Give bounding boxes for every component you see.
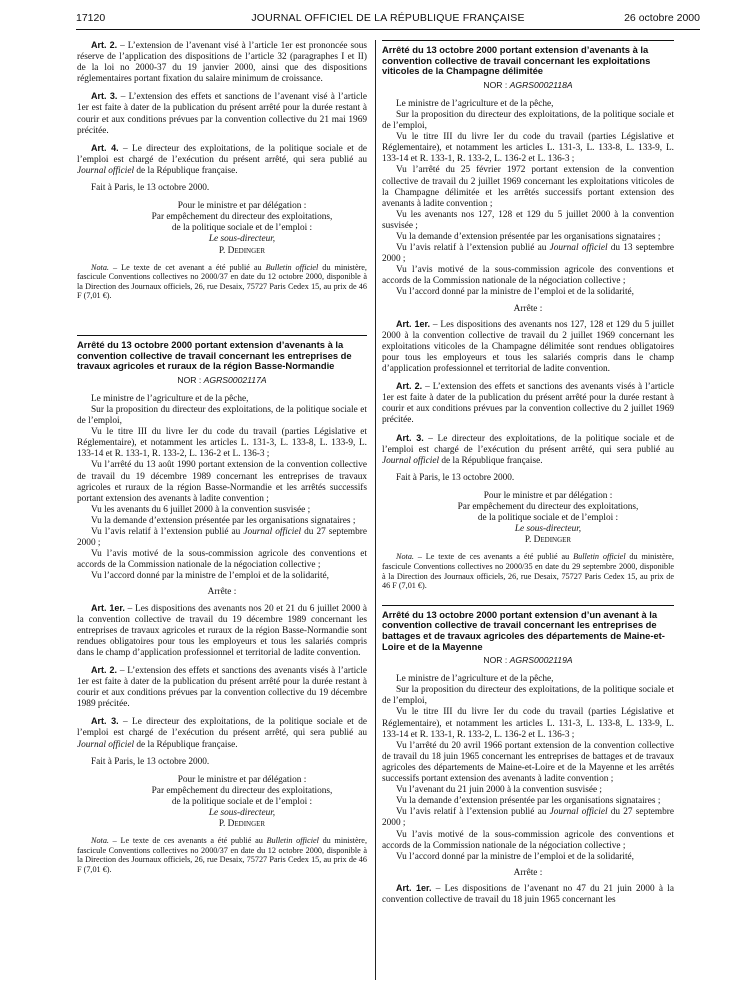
preamble: Le ministre de l’agriculture et de la pêche, <box>396 98 554 109</box>
nota <box>382 552 674 590</box>
preamble <box>382 807 674 829</box>
signature-line: Pour le ministre et par délégation : <box>177 201 307 212</box>
left-column <box>77 40 367 875</box>
article-text: de la République française. <box>439 455 543 466</box>
signature-role: Le sous-directeur, <box>208 234 276 245</box>
decree-title: Arrêté du 13 octobre 2000 portant extension d’avenants à la convention collective de travail concernant les entreprises de travaux agricoles et ruraux de la région Basse-Normandie <box>77 338 352 372</box>
journal-officiel-ref: Journal officiel <box>549 807 608 818</box>
signature-line: de la politique sociale et de l’emploi : <box>171 796 313 807</box>
article-label: Art. 1er. <box>396 882 432 893</box>
article-text: – Les dispositions des avenants nos 20 et 21 du 6 juillet 2000 à la convention collective de travail du 19 décembre 1989 concernant les entreprises de travaux agricoles et ruraux de la région Basse-Normandie sont rendues obligatoires pour tous les employeurs et tous les salariés compris dans le champ d’application professionnel et territorial de ladite convention. <box>77 603 367 658</box>
decree-title: Arrêté du 13 octobre 2000 portant extension d’un avenant à la convention collective de travail concernant les entreprises de battages et de travaux agricoles des départements de Maine-et-Loire et de la Mayenne <box>382 608 665 652</box>
preamble: Vu la demande d’extension présentée par les organisations signataires ; <box>91 515 356 526</box>
article-label: Art. 3. <box>91 91 118 102</box>
article-text: – L’extension de l’avenant visé à l’article 1er est prononcée sous réserve de l’application des dispositions de l’article 32 (paragraphes I et II) de la loi no 2000-37 du 19 janvier 2000, ainsi que des dispositions réglementaires portant fixation du salaire minimum de croissance. <box>77 41 367 85</box>
signatory-name: P. Dedinger <box>524 535 572 546</box>
nor-label: NOR : <box>483 79 510 90</box>
nota-text: du ministère, fascicule Conventions collectives no 2000/37 en date du 12 octobre 2000, disponible à la Direction des Journaux officiels, 26, rue Desaix, 75727 Paris Cedex 15, au prix de 46 F (7,01 €). <box>77 262 367 301</box>
article-text: – Le directeur des exploitations, de la politique sociale et de l’emploi est chargé de l’exécution du présent arrêté, qui sera publié au <box>382 433 674 455</box>
article-label: Art. 3. <box>396 432 424 443</box>
article-3 <box>77 91 367 136</box>
preamble <box>382 243 674 265</box>
preamble: Vu l’accord donné par la ministre de l’emploi et de la solidarité, <box>396 851 634 862</box>
preamble: Le ministre de l’agriculture et de la pêche, <box>91 393 249 404</box>
signature-line: Par empêchement du directeur des exploitations, <box>151 212 333 223</box>
preamble <box>77 527 367 549</box>
signature-line: Par empêchement du directeur des exploitations, <box>151 785 333 796</box>
preamble: Sur la proposition du directeur des exploitations, de la politique sociale et de l’emploi, <box>77 404 367 427</box>
journal-officiel-ref: Journal officiel <box>549 243 608 254</box>
preamble: Vu les avenants nos 127, 128 et 129 du 5 juillet 2000 à la convention susvisée ; <box>382 209 674 231</box>
preamble: Sur la proposition du directeur des exploitations, de la politique sociale et de l’emploi, <box>382 685 674 707</box>
nor-label: NOR : <box>483 655 510 666</box>
article-text: de la République française. <box>134 165 238 176</box>
bulletin-ref: Bulletin officiel <box>266 836 319 846</box>
preamble: Vu l’avenant du 21 juin 2000 à la convention susvisée ; <box>396 785 602 796</box>
journal-officiel-ref: Journal officiel <box>77 739 135 750</box>
preamble: Vu le titre III du livre Ier du code du travail (parties Législative et Réglementaire), et notamment les articles L. 131-3, L. 133-8, L. 133-9, L. 133-14 et R. 133-1, R. 133-2, L. 136-2 et L. 136-3 ; <box>77 427 367 460</box>
nota-text: du ministère, fascicule Conventions collectives no 2000/37 en date du 12 octobre 2000, disponible à la Direction des Journaux officiels, 26, rue Desaix, 75727 Paris Cedex 15, au prix de 46 F (7,01 €). <box>77 836 367 874</box>
article-text: – Les dispositions de l’avenant no 47 du 21 juin 2000 à la convention collective de travail du 18 juin 1965 concernant les <box>382 883 674 905</box>
preamble: Vu l’avis motivé de la sous-commission agricole des conventions et accords de la Commission nationale de la négociation collective ; <box>382 829 674 851</box>
journal-title: JOURNAL OFFICIEL DE LA RÉPUBLIQUE FRANÇAISE <box>251 12 525 24</box>
nota-text: – Le texte de ces avenants a été publié au <box>108 836 267 846</box>
section-divider <box>382 605 674 606</box>
section-divider <box>382 40 674 41</box>
arrete-heading: Arrête : <box>207 587 237 598</box>
nor-code: AGRS0002119A <box>509 655 573 666</box>
article-2 <box>77 40 367 85</box>
column-separator <box>375 40 376 980</box>
header-rule <box>76 29 700 30</box>
fait-a-paris: Fait à Paris, le 13 octobre 2000. <box>396 472 515 483</box>
signatory-name: P. Dedinger <box>218 819 266 830</box>
signature-role: Le sous-directeur, <box>208 808 276 819</box>
article-text: – Le directeur des exploitations, de la politique sociale et de l’emploi est chargé de l’exécution du présent arrêté, qui sera publié au <box>77 717 367 739</box>
article-1 <box>77 603 367 659</box>
article-text: – L’extension des effets et sanctions de l’avenant visé à l’article 1er est faite à dater de la publication du présent arrêté pour la durée restant à courir et aux conditions prévues par la convention collective du 21 mai 1969 précitée. <box>77 92 367 136</box>
article-4 <box>77 143 367 177</box>
journal-officiel-ref: Journal officiel <box>243 526 302 537</box>
nota <box>77 263 367 301</box>
arrete-heading: Arrête : <box>513 867 543 878</box>
fait-a-paris: Fait à Paris, le 13 octobre 2000. <box>91 183 210 194</box>
preamble: Le ministre de l’agriculture et de la pêche, <box>396 674 554 685</box>
preamble-text: Vu l’avis relatif à l’extension publié au <box>91 526 244 537</box>
article-text: de la République française. <box>134 739 238 750</box>
article-1 <box>382 319 674 375</box>
journal-officiel-ref: Journal officiel <box>382 455 440 466</box>
nota-label: Nota. <box>396 552 414 562</box>
article-text: – L’extension des effets et sanctions des avenants visés à l’article 1er est faite à dater de la publication du présent arrêté pour la durée restant à courir et aux conditions prévues par la convention collective du 19 décembre 1989 précitée. <box>77 666 367 710</box>
issue-date: 26 octobre 2000 <box>624 12 700 24</box>
article-label: Art. 4. <box>91 142 119 153</box>
page-number: 17120 <box>76 12 106 24</box>
article-2 <box>77 665 367 710</box>
article-2 <box>382 381 674 426</box>
article-3 <box>382 433 674 467</box>
signature-line: Pour le ministre et par délégation : <box>177 774 307 785</box>
preamble: Vu l’avis motivé de la sous-commission agricole des conventions et accords de la Commission nationale de la négociation collective ; <box>382 265 674 287</box>
article-1 <box>382 883 674 906</box>
nor-code: AGRS0002117A <box>203 374 267 385</box>
preamble-text: Vu l’avis relatif à l’extension publié au <box>396 807 550 818</box>
preamble: Vu l’arrêté du 13 août 1990 portant extension de la convention collective de travail du 19 décembre 1989 concernant les entreprises de travaux agricoles et ruraux de la région Basse-Normandie et les arrêtés successifs portant extension des avenants à ladite convention ; <box>77 460 367 504</box>
preamble: Vu l’accord donné par la ministre de l’emploi et de la solidarité, <box>396 287 634 298</box>
nota-text: du ministère, fascicule Conventions collectives no 2000/35 en date du 29 septembre 2000, disponible à la Direction des Journaux officiels, 26, rue Desaix, 75727 Paris Cedex 15, au prix de 46 F (7,01 €). <box>382 552 674 591</box>
preamble: Vu l’accord donné par la ministre de l’emploi et de la solidarité, <box>91 571 329 582</box>
preamble-text: du 27 septembre 2000 ; <box>382 807 675 829</box>
nor-reference <box>382 655 674 666</box>
article-label: Art. 2. <box>91 665 118 675</box>
article-label: Art. 1er. <box>396 318 431 329</box>
journal-officiel-ref: Journal officiel <box>77 165 135 176</box>
article-text: – Les dispositions des avenants nos 127, 128 et 129 du 5 juillet 2000 à la convention collective de travail du 2 juillet 1969 concernant les exploitations viticoles de la Champagne délimitée sont rendues obligatoires pour tous les employeurs et tous les salariés compris dans le champ d’application professionnel et territorial de ladite convention. <box>382 319 674 375</box>
nota <box>77 836 367 874</box>
nor-label: NOR : <box>177 374 204 385</box>
preamble-text: du 27 septembre 2000 ; <box>77 526 368 549</box>
nota-text: – Le texte de ces avenants a été publié au <box>413 552 574 562</box>
nor-reference <box>382 80 674 91</box>
preamble-text: du 13 septembre 2000 ; <box>382 243 675 265</box>
signatory-name: P. Dedinger <box>218 245 266 256</box>
page-header <box>76 12 700 28</box>
preamble: Vu le titre III du livre Ier du code du travail (parties Législative et Réglementaire), et notamment les articles L. 131-3, L. 133-8, L. 133-9, L. 133-14 et R. 133-1, R. 133-2, L. 136-2 et L. 136-3 ; <box>382 132 674 165</box>
article-label: Art. 2. <box>396 381 423 392</box>
signature-role: Le sous-directeur, <box>514 524 582 535</box>
article-text: – L’extension des effets et sanctions des avenants visés à l’article 1er est faite à dater de la publication du présent arrêté pour la durée restant à courir et aux conditions prévues par la convention collective du 2 juillet 1969 précitée. <box>382 382 674 426</box>
preamble: Vu la demande d’extension présentée par les organisations signataires ; <box>396 796 661 807</box>
preamble: Vu le titre III du livre Ier du code du travail (parties Législative et Réglementaire), et notamment les articles L. 131-3, L. 133-8, L. 133-9, L. 133-14 et R. 133-1, R. 133-2, L. 136-2 et L. 136-3 ; <box>382 707 674 740</box>
preamble: Sur la proposition du directeur des exploitations, de la politique sociale et de l’emploi, <box>382 109 674 132</box>
preamble: Vu l’arrêté du 25 février 1972 portant extension de la convention collective de travail du 2 juillet 1969 concernant les exploitations viticoles de la Champagne délimitée et les arrêtés successifs portant extension des avenants à ladite convention ; <box>382 165 674 209</box>
right-column <box>382 40 674 912</box>
fait-a-paris: Fait à Paris, le 13 octobre 2000. <box>91 756 210 767</box>
article-3 <box>77 716 367 750</box>
article-label: Art. 1er. <box>91 602 125 613</box>
bulletin-ref: Bulletin officiel <box>265 262 319 272</box>
preamble: Vu l’avis motivé de la sous-commission agricole des conventions et accords de la Commission nationale de la négociation collective ; <box>77 549 367 571</box>
nor-code: AGRS0002118A <box>509 79 573 90</box>
nota-text: – Le texte de cet avenant a été publié au <box>108 262 266 272</box>
signature-line: de la politique sociale et de l’emploi : <box>171 223 313 234</box>
article-label: Art. 3. <box>91 716 119 727</box>
preamble: Vu les avenants du 6 juillet 2000 à la convention susvisée ; <box>91 504 311 515</box>
arrete-heading: Arrête : <box>513 303 543 314</box>
preamble: Vu la demande d’extension présentée par les organisations signataires ; <box>396 232 661 242</box>
nota-label: Nota. <box>91 262 109 272</box>
article-text: – Le directeur des exploitations, de la politique sociale et de l’emploi est chargé de l’exécution du présent arrêté, qui sera publié au <box>77 143 367 165</box>
decree-title: Arrêté du 13 octobre 2000 portant extension d’avenants à la convention collective de travail concernant les exploitations viticoles de la Champagne délimitée <box>382 44 651 77</box>
bulletin-ref: Bulletin officiel <box>573 552 626 562</box>
article-label: Art. 2. <box>91 40 118 50</box>
signature-line: Pour le ministre et par délégation : <box>483 490 613 501</box>
signature-line: de la politique sociale et de l’emploi : <box>477 513 619 524</box>
section-divider <box>77 335 367 336</box>
nor-reference <box>77 375 367 386</box>
signature-line: Par empêchement du directeur des exploitations, <box>457 501 639 512</box>
nota-label: Nota. <box>91 836 109 846</box>
preamble: Vu l’arrêté du 20 avril 1966 portant extension de la convention collective de travail du 18 juin 1965 concernant les entreprises de battages et de travaux agricoles des départements de Maine-et-Loire et de la Mayenne et les arrêtés successifs portant extension des avenants à ladite convention ; <box>382 740 674 785</box>
preamble-text: Vu l’avis relatif à l’extension publié au <box>396 243 550 254</box>
